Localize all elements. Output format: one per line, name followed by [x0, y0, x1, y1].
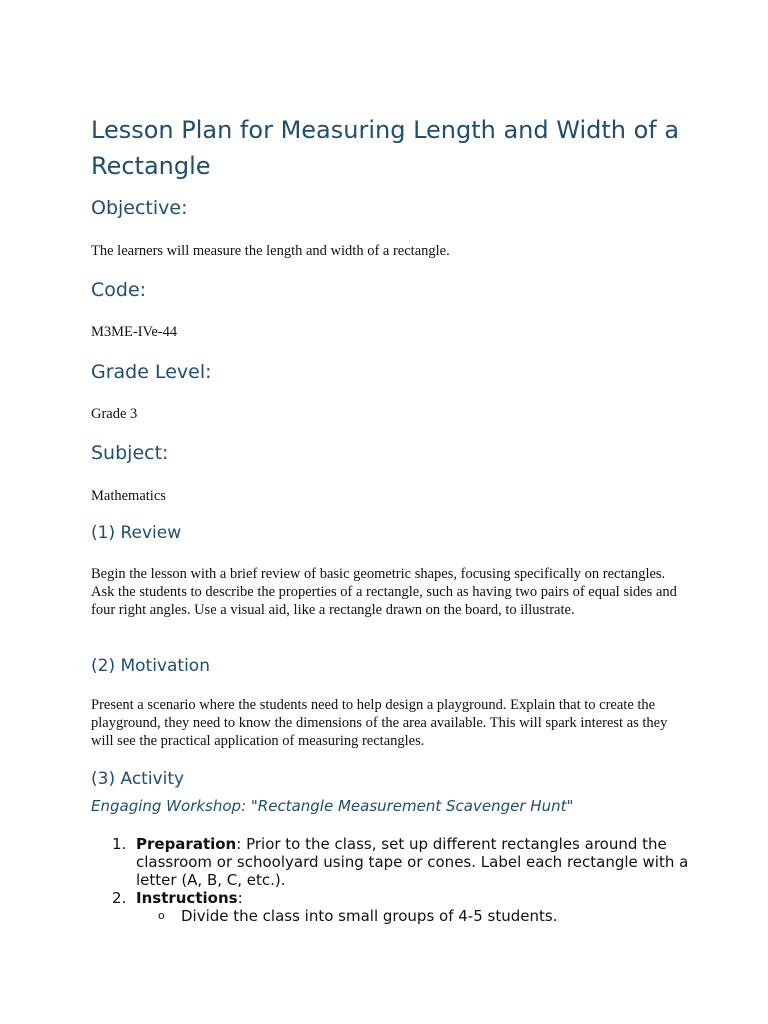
circle-bullet-icon: o [158, 909, 165, 922]
objective-heading: Objective: [91, 197, 188, 219]
code-text: M3ME-IVe-44 [91, 324, 178, 340]
activity-heading: (3) Activity [91, 769, 185, 789]
list-number: 1. [112, 835, 127, 853]
motivation-text: Present a scenario where the students need to help design a playground. Explain that to create the playground, they need to know the dimensions of the area available. This will spark interest as they will see the practical application of measuring rectangles. [91, 697, 668, 749]
review-heading: (1) Review [91, 523, 182, 543]
activity-subtitle: Engaging Workshop: "Rectangle Measurement Scavenger Hunt" [91, 797, 574, 815]
objective-text: The learners will measure the length and width of a rectangle. [91, 243, 450, 259]
step-text: : [237, 889, 243, 907]
activity-steps-list [91, 835, 691, 925]
list-number: 2. [112, 889, 127, 907]
list-item-preparation [91, 835, 691, 889]
list-item-instructions [91, 889, 691, 925]
lesson-title: Lesson Plan for Measuring Length and Width of a Rectangle [91, 116, 680, 180]
review-text: Begin the lesson with a brief review of basic geometric shapes, focusing specifically on rectangles. Ask the students to describe the properties of a rectangle, such as having two pairs of equal sides and four right angles. Use a visual aid, like a rectangle drawn on the board, to illustrate. [91, 566, 677, 618]
sub-item-text: Divide the class into small groups of 4-5 students. [181, 907, 558, 925]
subject-text: Mathematics [91, 488, 166, 504]
grade-level-text: Grade 3 [91, 406, 138, 422]
subject-heading: Subject: [91, 442, 169, 464]
list-item [136, 907, 691, 925]
instructions-sub-list [136, 907, 691, 925]
grade-level-heading: Grade Level: [91, 361, 212, 383]
step-label: Instructions [136, 889, 238, 907]
step-text: : Prior to the class, set up different rectangles around the classroom or schoolyard using tape or cones. Label each rectangle with a letter (A, B, C, etc.). [136, 835, 689, 889]
step-label: Preparation [136, 835, 237, 853]
code-heading: Code: [91, 279, 147, 301]
motivation-heading: (2) Motivation [91, 656, 210, 676]
